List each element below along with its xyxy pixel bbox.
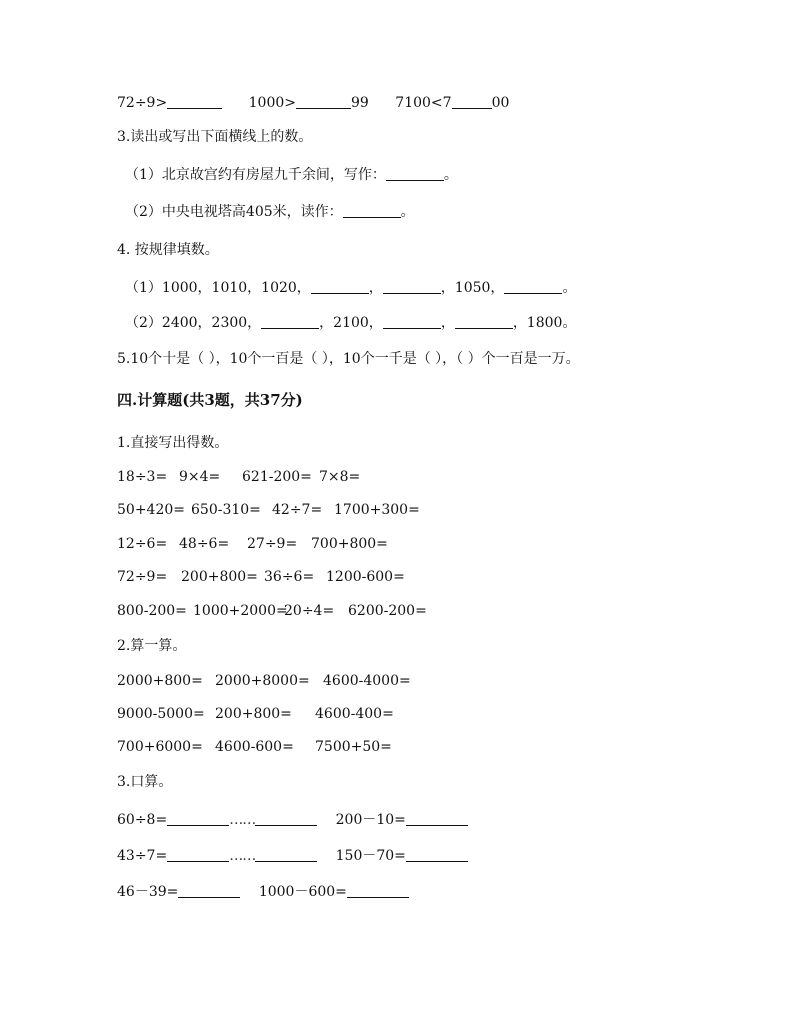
- compare-b-left: 1000>: [248, 95, 296, 111]
- question-3-title: 3.读出或写出下面横线上的数。: [117, 129, 313, 145]
- expression: 2000+8000=: [215, 673, 310, 689]
- answer-blank[interactable]: [178, 883, 240, 898]
- remainder-dots: ……: [229, 812, 256, 828]
- expression: 9000-5000=: [117, 706, 205, 722]
- expression: 42÷7=: [272, 502, 323, 518]
- question-4-title: 4. 按规律填数。: [117, 242, 219, 258]
- question-5: 5.10个十是（ ），10个一百是（ ），10个一千是（ ），（ ）个一百是一万。: [117, 351, 580, 367]
- expression: 200+800=: [215, 706, 292, 722]
- q4-p2-mid: ，2100，: [319, 315, 383, 331]
- expression: 9×4=: [179, 469, 221, 485]
- expression: 2000+800=: [117, 673, 203, 689]
- calc-3-title: 3.口算。: [117, 774, 173, 790]
- expression: 700+6000=: [117, 739, 203, 755]
- question-3-part-1: [125, 165, 458, 185]
- expression: 1700+300=: [334, 502, 420, 518]
- q4-comma: ，: [440, 315, 455, 331]
- expression: 700+800=: [311, 536, 388, 552]
- expression: 60÷8=: [117, 812, 168, 828]
- expression: 36÷6=: [264, 569, 315, 585]
- expression: 621-200=: [242, 469, 312, 485]
- answer-blank[interactable]: [261, 314, 319, 329]
- expression: 43÷7=: [117, 848, 168, 864]
- expression: 12÷6=: [117, 536, 168, 552]
- answer-blank[interactable]: [406, 811, 468, 826]
- answer-blank[interactable]: [383, 279, 441, 294]
- remainder-blank[interactable]: [255, 811, 317, 826]
- remainder-blank[interactable]: [255, 847, 317, 862]
- q3-p1-end: 。: [443, 167, 458, 183]
- calc-3-row: [117, 846, 468, 866]
- expression: 650-310=: [191, 502, 261, 518]
- calc-2-row: [117, 671, 411, 691]
- expression: 7500+50=: [315, 739, 392, 755]
- expression: 6200-200=: [348, 603, 427, 619]
- answer-blank[interactable]: [296, 94, 351, 109]
- expression: 200－10=: [335, 812, 406, 828]
- calc-1-row: [117, 500, 420, 520]
- calc-1-row: [117, 601, 427, 621]
- q3-p1-text: （1）北京故宫约有房屋九千余间，写作：: [125, 167, 386, 183]
- compare-c-right: 00: [491, 95, 510, 111]
- answer-blank[interactable]: [455, 314, 513, 329]
- calc-3-row: [117, 882, 409, 902]
- expression: 1200-600=: [326, 569, 405, 585]
- answer-blank[interactable]: [167, 94, 222, 109]
- compare-line: [117, 93, 509, 113]
- answer-blank[interactable]: [406, 847, 468, 862]
- question-3-part-2: [125, 202, 415, 222]
- calc-2-row: [117, 704, 394, 724]
- expression: 4600-400=: [315, 706, 394, 722]
- expression: 4600-600=: [215, 739, 294, 755]
- expression: 7×8=: [319, 469, 361, 485]
- q3-p2-end: 。: [400, 204, 415, 220]
- question-4-part-1: [125, 278, 576, 298]
- question-4-part-2: [125, 313, 576, 333]
- answer-blank[interactable]: [452, 94, 492, 109]
- answer-blank[interactable]: [167, 811, 229, 826]
- q4-comma: ，: [368, 280, 383, 296]
- compare-a-left: 72÷9>: [117, 95, 168, 111]
- calc-3-row: [117, 810, 468, 830]
- expression: 800-200=: [117, 603, 187, 619]
- q3-p2-text: （2）中央电视塔高405米，读作：: [125, 204, 343, 220]
- q4-end: 。: [562, 280, 577, 296]
- expression: 18÷3=: [117, 469, 168, 485]
- calc-2-title: 2.算一算。: [117, 638, 187, 654]
- q4-p1-prefix: （1）1000，1010，1020，: [125, 280, 311, 296]
- expression: 1000+2000=: [193, 603, 288, 619]
- calc-1-row: [117, 534, 388, 554]
- remainder-dots: ……: [229, 848, 256, 864]
- answer-blank[interactable]: [311, 279, 369, 294]
- expression: 4600-4000=: [323, 673, 411, 689]
- answer-blank[interactable]: [343, 203, 401, 218]
- q4-p2-tail: ，1800。: [512, 315, 577, 331]
- answer-blank[interactable]: [504, 279, 562, 294]
- compare-c-left: 7100<7: [395, 95, 452, 111]
- calc-1-row: [117, 467, 360, 487]
- expression: 48÷6=: [179, 536, 230, 552]
- section-4-title: 四.计算题(共3题，共37分): [117, 391, 303, 409]
- q4-p2-prefix: （2）2400，2300，: [125, 315, 262, 331]
- answer-blank[interactable]: [167, 847, 229, 862]
- expression: 150－70=: [335, 848, 406, 864]
- q4-p1-mid: ，1050，: [440, 280, 505, 296]
- expression: 46－39=: [117, 884, 179, 900]
- answer-blank[interactable]: [347, 883, 409, 898]
- expression: 50+420=: [117, 502, 185, 518]
- calc-1-row: [117, 567, 405, 587]
- answer-blank[interactable]: [386, 166, 444, 181]
- expression: 200+800=: [181, 569, 258, 585]
- calc-2-row: [117, 737, 392, 757]
- calc-1-title: 1.直接写出得数。: [117, 435, 229, 451]
- expression: 1000－600=: [258, 884, 347, 900]
- expression: 72÷9=: [117, 569, 168, 585]
- compare-b-right: 99: [351, 95, 369, 111]
- answer-blank[interactable]: [383, 314, 441, 329]
- expression: 20÷4=: [284, 603, 335, 619]
- expression: 27÷9=: [247, 536, 298, 552]
